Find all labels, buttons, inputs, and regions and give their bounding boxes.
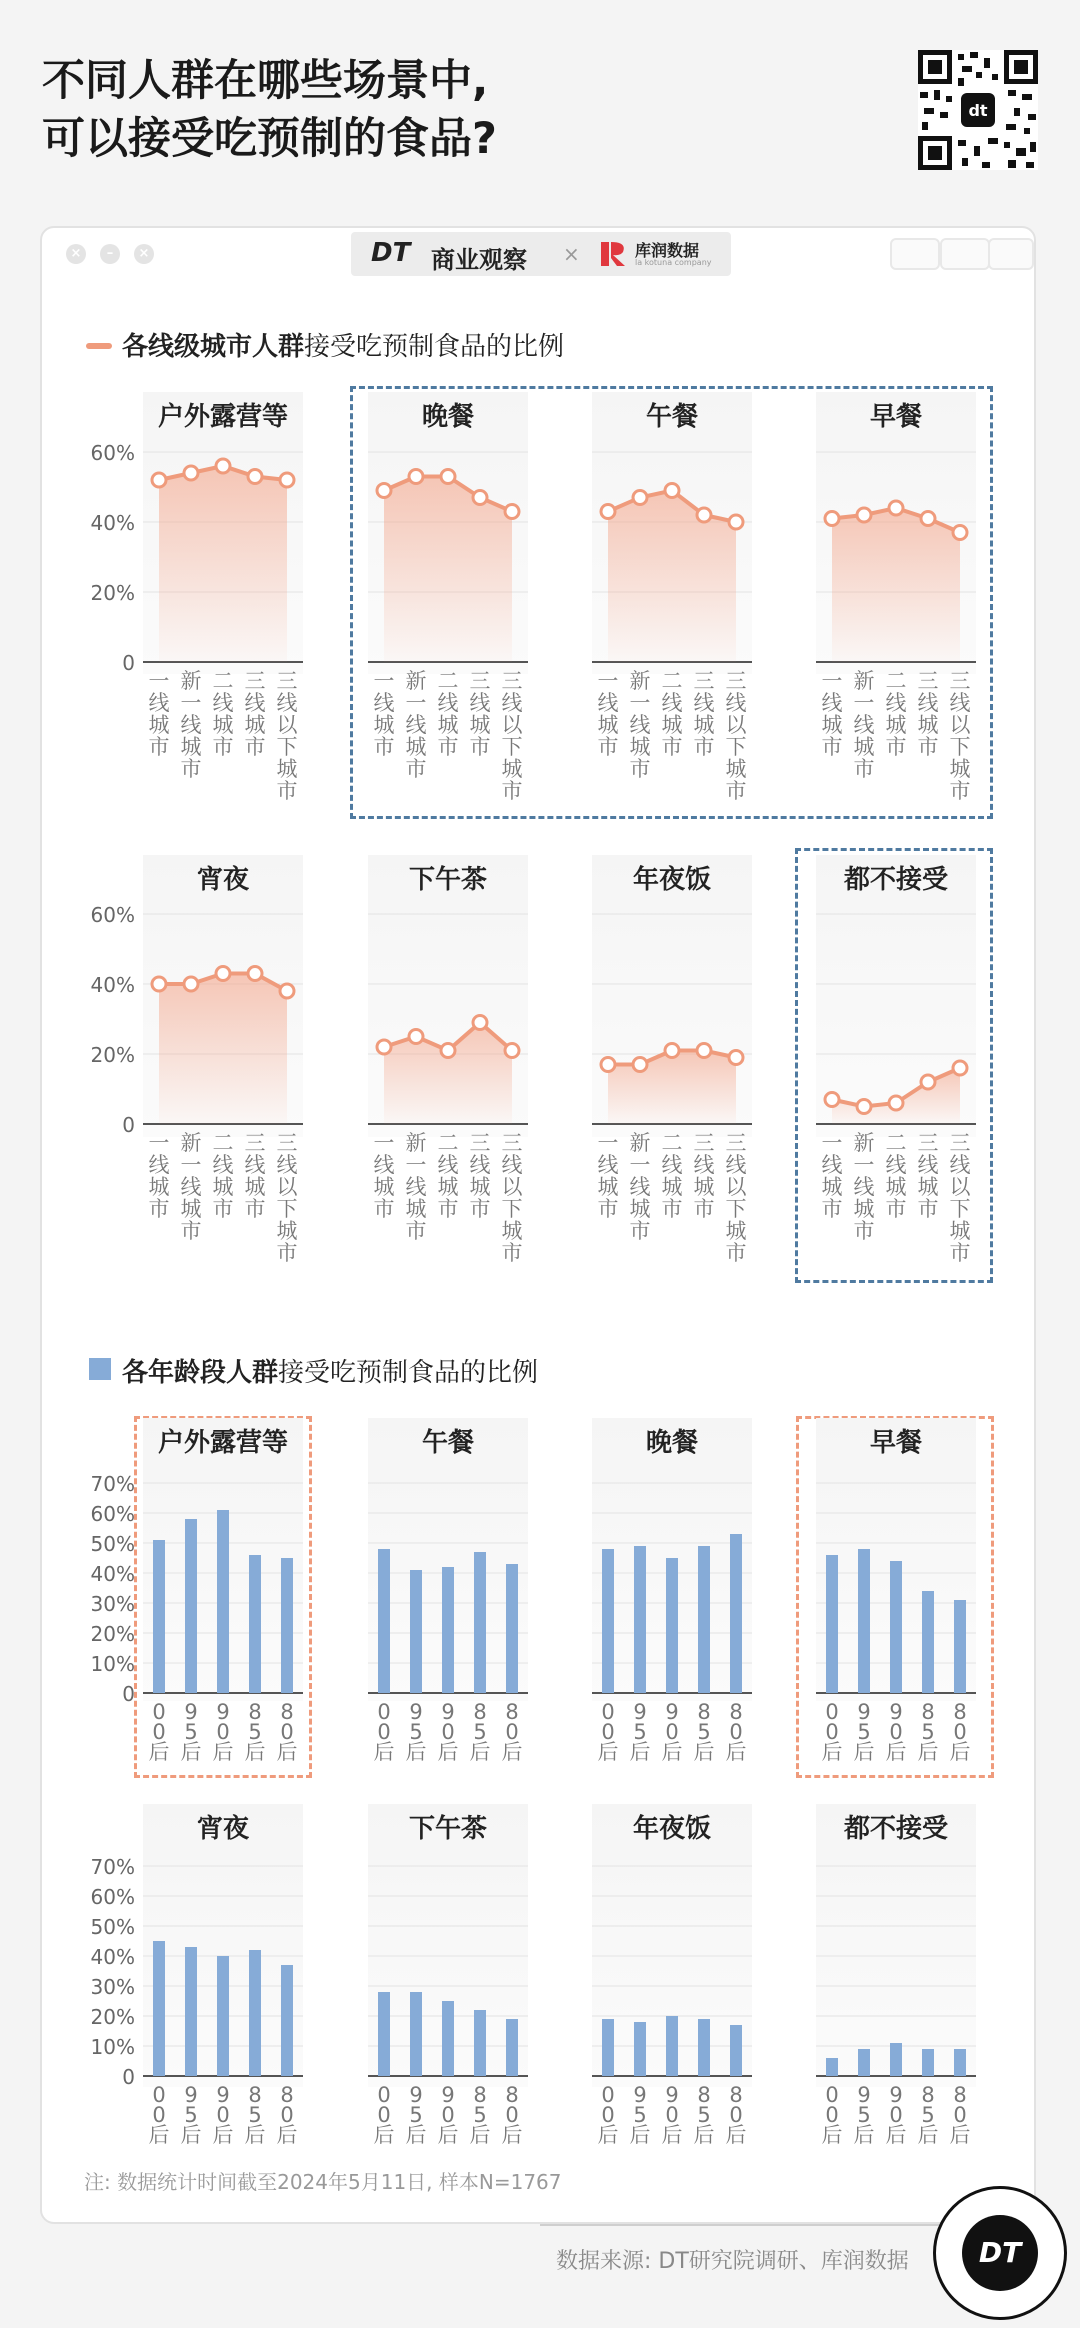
bar xyxy=(410,1992,422,2076)
y-tick-label: 40% xyxy=(90,1945,135,1969)
y-tick-label: 30% xyxy=(90,1975,135,1999)
x-tick-label: 一线城市 xyxy=(821,1131,843,1221)
y-tick-label: 0 xyxy=(122,1682,135,1706)
bar xyxy=(730,2025,742,2076)
panel-title: 宵夜 xyxy=(196,1814,250,1844)
x-tick-label: 9 0 后 xyxy=(661,1700,683,1764)
panel-title: 下午茶 xyxy=(408,865,488,895)
x-tick-label: 三线以下城市 xyxy=(501,1131,523,1265)
panel-title: 都不接受 xyxy=(843,1814,949,1844)
x-tick-label: 8 5 后 xyxy=(244,1700,266,1764)
chart-panel xyxy=(592,1804,752,2147)
bar xyxy=(217,1510,229,1693)
data-point xyxy=(473,491,487,505)
x-tick-label: 三线以下城市 xyxy=(501,669,523,803)
data-point xyxy=(505,505,519,519)
bar xyxy=(666,2016,678,2076)
bar xyxy=(378,1549,390,1693)
bar xyxy=(826,2058,838,2076)
x-tick-label: 三线城市 xyxy=(693,669,715,759)
chart-panel xyxy=(91,392,303,803)
data-point xyxy=(601,505,615,519)
data-point xyxy=(921,1075,935,1089)
data-point xyxy=(729,1051,743,1065)
x-tick-label: 二线城市 xyxy=(885,669,907,759)
chart-panel xyxy=(816,855,976,1265)
data-point xyxy=(825,1093,839,1107)
bar xyxy=(730,1534,742,1693)
data-point xyxy=(633,491,647,505)
chart-panel xyxy=(816,1804,976,2147)
data-point xyxy=(889,501,903,515)
y-tick-label: 40% xyxy=(90,1562,135,1586)
series-area xyxy=(159,466,287,662)
y-tick-label: 20% xyxy=(90,1622,135,1646)
data-source: 数据来源: DT研究院调研、库润数据 xyxy=(556,2249,909,2274)
data-point xyxy=(665,484,679,498)
x-tick-label: 8 0 后 xyxy=(725,1700,747,1764)
bar xyxy=(954,2049,966,2076)
svg-text:dt: dt xyxy=(968,101,988,120)
panel-title: 午餐 xyxy=(645,402,699,432)
data-point xyxy=(216,459,230,473)
data-point xyxy=(473,1016,487,1030)
y-tick-label: 10% xyxy=(90,2035,135,2059)
x-tick-label: 新一线城市 xyxy=(180,1131,202,1243)
bar xyxy=(506,1564,518,1693)
x-tick-label: 8 5 后 xyxy=(693,2083,715,2147)
data-point xyxy=(697,1044,711,1058)
bar xyxy=(858,2049,870,2076)
bar xyxy=(634,2022,646,2076)
x-tick-label: 三线以下城市 xyxy=(276,1131,298,1265)
bar xyxy=(281,1558,293,1693)
chart-panel xyxy=(592,855,752,1265)
dt-logo: DT xyxy=(371,238,411,268)
chart-panel xyxy=(91,855,303,1265)
data-point xyxy=(377,1040,391,1054)
x-tick-label: 8 0 后 xyxy=(501,2083,523,2147)
bar xyxy=(378,1992,390,2076)
data-point xyxy=(825,512,839,526)
panel-title: 午餐 xyxy=(421,1428,475,1458)
x-tick-label: 二线城市 xyxy=(437,1131,459,1221)
x-tick-label: 三线以下城市 xyxy=(725,669,747,803)
y-tick-label: 50% xyxy=(90,1915,135,1939)
title-line-2: 可以接受吃预制的食品? xyxy=(42,114,497,164)
x-tick-label: 8 5 后 xyxy=(917,2083,939,2147)
kurun-brand-sub: la kotuna company xyxy=(635,258,712,267)
x-tick-label: 9 5 后 xyxy=(180,2083,202,2147)
bar xyxy=(602,2019,614,2076)
data-point xyxy=(152,473,166,487)
chart-panel xyxy=(816,1418,976,1764)
x-tick-label: 新一线城市 xyxy=(180,669,202,781)
x-tick-label: 0 0 后 xyxy=(373,1700,395,1764)
bar xyxy=(858,1549,870,1693)
data-point xyxy=(248,967,262,981)
chart-panel xyxy=(91,1804,303,2147)
x-tick-label: 8 5 后 xyxy=(469,2083,491,2147)
bar xyxy=(954,1600,966,1693)
x-tick-label: 三线以下城市 xyxy=(949,669,971,803)
series-area xyxy=(159,974,287,1125)
bar xyxy=(666,1558,678,1693)
data-point xyxy=(857,1100,871,1114)
x-tick-label: 新一线城市 xyxy=(853,669,875,781)
x-tick-label: 三线城市 xyxy=(244,669,266,759)
data-point xyxy=(889,1096,903,1110)
x-tick-label: 0 0 后 xyxy=(148,1700,170,1764)
data-point xyxy=(280,473,294,487)
x-tick-label: 新一线城市 xyxy=(629,1131,651,1243)
panel-title: 早餐 xyxy=(869,1428,923,1458)
bar xyxy=(410,1570,422,1693)
data-point xyxy=(216,967,230,981)
x-tick-label: 9 0 后 xyxy=(212,1700,234,1764)
bar xyxy=(602,1549,614,1693)
panel-title: 都不接受 xyxy=(843,865,949,895)
x-tick-label: 0 0 后 xyxy=(821,2083,843,2147)
data-point xyxy=(248,470,262,484)
y-tick-label: 60% xyxy=(90,1885,135,1909)
city-section-title: 各线级城市人群接受吃预制食品的比例 xyxy=(122,332,565,362)
x-tick-label: 9 5 后 xyxy=(853,1700,875,1764)
data-point xyxy=(601,1058,615,1072)
x-tick-label: 一线城市 xyxy=(821,669,843,759)
x-tick-label: 0 0 后 xyxy=(821,1700,843,1764)
x-tick-label: 新一线城市 xyxy=(405,1131,427,1243)
x-tick-label: 0 0 后 xyxy=(373,2083,395,2147)
x-tick-label: 9 0 后 xyxy=(885,1700,907,1764)
bar xyxy=(826,1555,838,1693)
bar xyxy=(890,1561,902,1693)
x-tick-label: 三线城市 xyxy=(693,1131,715,1221)
bar xyxy=(506,2019,518,2076)
bar xyxy=(890,2043,902,2076)
series-area xyxy=(832,508,960,662)
x-tick-label: 0 0 后 xyxy=(148,2083,170,2147)
age-section-title: 各年龄段人群接受吃预制食品的比例 xyxy=(122,1358,539,1388)
panel-title: 晚餐 xyxy=(645,1428,699,1458)
data-point xyxy=(280,984,294,998)
x-tick-label: 一线城市 xyxy=(148,669,170,759)
x-tick-label: 三线以下城市 xyxy=(725,1131,747,1265)
y-tick-label: 20% xyxy=(90,1043,135,1067)
bar xyxy=(442,2001,454,2076)
panel-title: 晚餐 xyxy=(421,402,475,432)
close-icon[interactable]: × xyxy=(66,244,86,264)
data-point xyxy=(857,508,871,522)
panel-title: 宵夜 xyxy=(196,865,250,895)
dt-brand-name: 商业观察 xyxy=(431,246,527,274)
x-tick-label: 8 5 后 xyxy=(917,1700,939,1764)
data-point xyxy=(441,1044,455,1058)
x-tick-label: 8 0 后 xyxy=(276,2083,298,2147)
data-point xyxy=(697,508,711,522)
y-tick-label: 70% xyxy=(90,1855,135,1879)
x-tick-label: 新一线城市 xyxy=(629,669,651,781)
bar xyxy=(217,1956,229,2076)
x-tick-label: 0 0 后 xyxy=(597,1700,619,1764)
x-tick-label: 新一线城市 xyxy=(853,1131,875,1243)
x-tick-label: 9 0 后 xyxy=(661,2083,683,2147)
data-point xyxy=(729,515,743,529)
x-tick-label: 9 5 后 xyxy=(405,2083,427,2147)
y-tick-label: 20% xyxy=(90,581,135,605)
panel-title: 户外露营等 xyxy=(157,402,289,432)
bar xyxy=(281,1965,293,2076)
bar xyxy=(185,1947,197,2076)
x-tick-label: 9 5 后 xyxy=(629,2083,651,2147)
chart-panel xyxy=(816,392,976,803)
data-point xyxy=(441,470,455,484)
y-tick-label: 60% xyxy=(90,903,135,927)
data-point xyxy=(953,1061,967,1075)
y-tick-label: 10% xyxy=(90,1652,135,1676)
bar xyxy=(474,1552,486,1693)
x-tick-label: 9 5 后 xyxy=(853,2083,875,2147)
bar xyxy=(698,2019,710,2076)
chart-panel xyxy=(368,392,528,803)
data-point xyxy=(409,470,423,484)
dt-badge-icon[interactable] xyxy=(933,2186,1067,2320)
y-tick-label: 40% xyxy=(90,511,135,535)
bar xyxy=(185,1519,197,1693)
y-tick-label: 40% xyxy=(90,973,135,997)
x-tick-label: 9 0 后 xyxy=(212,2083,234,2147)
y-tick-label: 0 xyxy=(122,651,135,675)
x-tick-label: 8 0 后 xyxy=(949,2083,971,2147)
panel-title: 年夜饭 xyxy=(632,1814,712,1844)
brand-separator: × xyxy=(563,242,580,266)
x-tick-label: 一线城市 xyxy=(373,669,395,759)
x-tick-label: 三线城市 xyxy=(917,669,939,759)
data-point xyxy=(409,1030,423,1044)
x-tick-label: 9 0 后 xyxy=(437,1700,459,1764)
bar xyxy=(922,2049,934,2076)
x-tick-label: 二线城市 xyxy=(885,1131,907,1221)
minimize-icon[interactable]: – xyxy=(100,244,120,264)
x-tick-label: 二线城市 xyxy=(437,669,459,759)
chart-panel xyxy=(368,855,528,1265)
footnote: 注: 数据统计时间截至2024年5月11日, 样本N=1767 xyxy=(84,2170,562,2194)
y-tick-label: 20% xyxy=(90,2005,135,2029)
x-tick-label: 9 5 后 xyxy=(180,1700,202,1764)
x-tick-label: 三线以下城市 xyxy=(276,669,298,803)
x-tick-label: 一线城市 xyxy=(148,1131,170,1221)
panel-title: 下午茶 xyxy=(408,1814,488,1844)
data-point xyxy=(953,526,967,540)
x-tick-label: 二线城市 xyxy=(661,669,683,759)
y-tick-label: 30% xyxy=(90,1592,135,1616)
x-tick-label: 9 0 后 xyxy=(437,2083,459,2147)
bar xyxy=(474,2010,486,2076)
bar xyxy=(153,1540,165,1693)
chart-panel xyxy=(91,1418,303,1764)
x-tick-label: 8 0 后 xyxy=(949,1700,971,1764)
data-point xyxy=(505,1044,519,1058)
chart-panel xyxy=(368,1418,528,1764)
y-tick-label: 0 xyxy=(122,1113,135,1137)
x-tick-label: 二线城市 xyxy=(212,669,234,759)
x-tick-label: 一线城市 xyxy=(597,1131,619,1221)
dt-badge-label: DT xyxy=(962,2215,1038,2291)
chart-panel xyxy=(592,392,752,803)
x-tick-label: 新一线城市 xyxy=(405,669,427,781)
x-tick-label: 三线城市 xyxy=(244,1131,266,1221)
x-tick-label: 一线城市 xyxy=(597,669,619,759)
y-tick-label: 60% xyxy=(90,1502,135,1526)
x-tick-label: 三线城市 xyxy=(469,669,491,759)
bar xyxy=(922,1591,934,1693)
x-tick-label: 二线城市 xyxy=(212,1131,234,1221)
data-point xyxy=(184,977,198,991)
y-tick-label: 70% xyxy=(90,1472,135,1496)
x-tick-label: 8 0 后 xyxy=(725,2083,747,2147)
kurun-brand-name: 库润数据 xyxy=(635,241,700,260)
bar xyxy=(153,1941,165,2076)
x-tick-label: 二线城市 xyxy=(661,1131,683,1221)
data-point xyxy=(377,484,391,498)
data-point xyxy=(665,1044,679,1058)
data-point xyxy=(184,466,198,480)
x-tick-label: 0 0 后 xyxy=(597,2083,619,2147)
data-point xyxy=(633,1058,647,1072)
data-point xyxy=(152,977,166,991)
expand-icon[interactable]: × xyxy=(134,244,154,264)
x-tick-label: 9 5 后 xyxy=(405,1700,427,1764)
y-tick-label: 0 xyxy=(122,2065,135,2089)
x-tick-label: 三线以下城市 xyxy=(949,1131,971,1265)
x-tick-label: 9 0 后 xyxy=(885,2083,907,2147)
bar xyxy=(249,1950,261,2076)
x-tick-label: 8 0 后 xyxy=(276,1700,298,1764)
title-line-1: 不同人群在哪些场景中, xyxy=(42,56,489,106)
x-tick-label: 9 5 后 xyxy=(629,1700,651,1764)
bar xyxy=(698,1546,710,1693)
x-tick-label: 一线城市 xyxy=(373,1131,395,1221)
panel-title: 早餐 xyxy=(869,402,923,432)
chart-panel xyxy=(592,1418,752,1764)
panel-title: 年夜饭 xyxy=(632,865,712,895)
bar xyxy=(249,1555,261,1693)
y-tick-label: 60% xyxy=(90,441,135,465)
data-point xyxy=(921,512,935,526)
x-tick-label: 8 5 后 xyxy=(244,2083,266,2147)
x-tick-label: 8 5 后 xyxy=(469,1700,491,1764)
x-tick-label: 三线城市 xyxy=(917,1131,939,1221)
x-tick-label: 8 0 后 xyxy=(501,1700,523,1764)
x-tick-label: 三线城市 xyxy=(469,1131,491,1221)
panel-title: 户外露营等 xyxy=(157,1428,289,1458)
x-tick-label: 8 5 后 xyxy=(693,1700,715,1764)
chart-panel xyxy=(368,1804,528,2147)
bar xyxy=(634,1546,646,1693)
y-tick-label: 50% xyxy=(90,1532,135,1556)
bar xyxy=(442,1567,454,1693)
